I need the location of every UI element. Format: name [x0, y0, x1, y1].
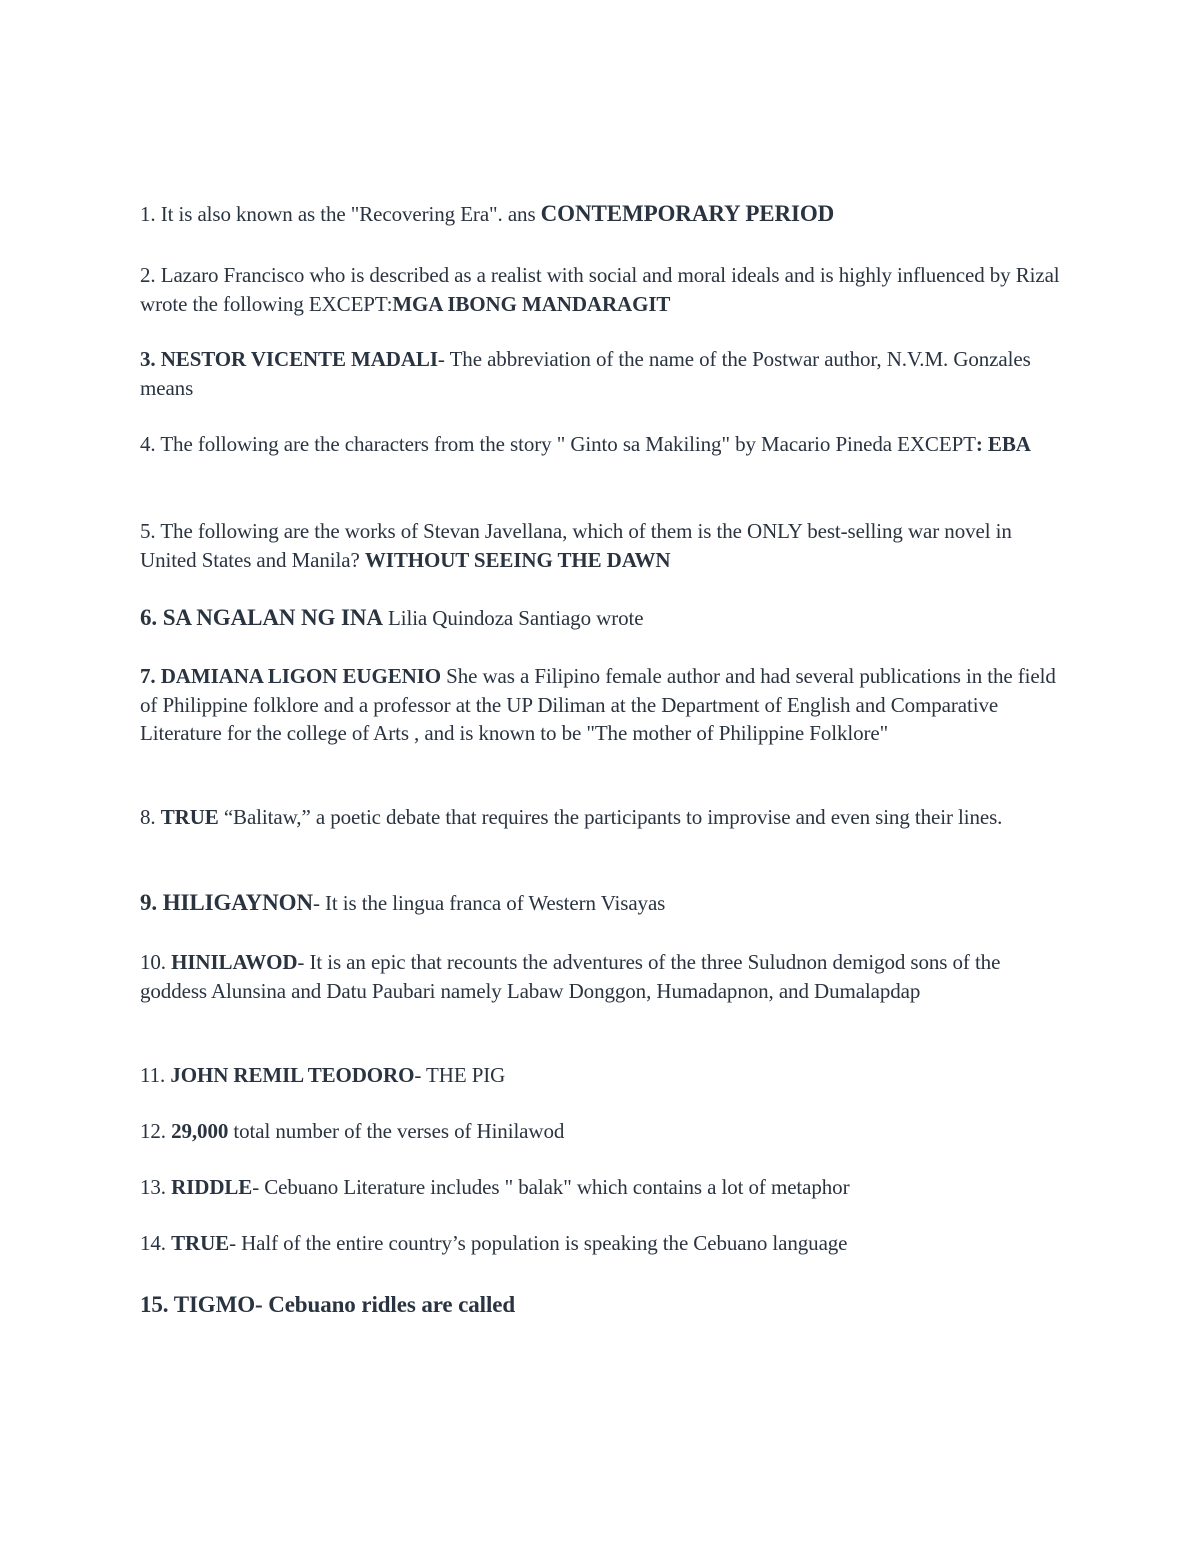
question-text-after: - It is the lingua franca of Western Visayas	[312, 891, 666, 915]
question-text: The following are the works of Stevan Javellana, which of them is the ONLY best-selling war novel in United States and Manila?	[140, 519, 1012, 572]
answer-text: NESTOR VICENTE MADALI	[160, 347, 438, 371]
answer-text: TRUE	[160, 805, 219, 829]
answer-text: 29,000	[171, 1119, 229, 1143]
question-number: 10.	[140, 950, 166, 974]
answer-text: JOHN REMIL TEODORO	[170, 1063, 415, 1087]
question-text-after: - Cebuano Literature includes " balak" which contains a lot of metaphor	[252, 1175, 850, 1199]
question-number: 11.	[140, 1063, 166, 1087]
question-text-after: - THE PIG	[414, 1063, 506, 1087]
question-8	[140, 803, 1070, 832]
question-14	[140, 1229, 1070, 1258]
question-number: 3.	[140, 347, 156, 371]
answer-text: CONTEMPORARY PERIOD	[540, 201, 835, 226]
answer-text: TRUE	[171, 1231, 230, 1255]
question-number: 12.	[140, 1119, 166, 1143]
question-number: 4.	[140, 432, 156, 456]
question-number: 15.	[140, 1292, 169, 1317]
question-text-after: total number of the verses of Hinilawod	[228, 1119, 565, 1143]
question-text: The following are the characters from the story " Ginto sa Makiling" by Macario Pineda EXCEPT	[155, 432, 976, 456]
question-13	[140, 1173, 1070, 1202]
question-text-after: “Balitaw,” a poetic debate that requires the participants to improvise and even sing their lines.	[218, 805, 1003, 829]
question-number: 14.	[140, 1231, 166, 1255]
answer-text: : EBA	[975, 432, 1031, 456]
question-number: 2.	[140, 263, 156, 287]
answer-text: MGA IBONG MANDARAGIT	[392, 291, 671, 316]
answer-text: DAMIANA LIGON EUGENIO	[160, 664, 441, 688]
question-text-after: - It is an epic that recounts the adventures of the three Suludnon demigod sons of the goddess Alunsina and Datu Paubari namely Labaw Donggon, Humadapnon, and Dumalapdap	[140, 950, 1001, 1003]
question-text: It is also known as the "Recovering Era". ans	[155, 202, 541, 226]
question-number: 1.	[140, 202, 156, 226]
question-text-after: Lilia Quindoza Santiago wrote	[382, 606, 644, 630]
question-4	[140, 430, 1070, 459]
question-12	[140, 1117, 1070, 1146]
question-number: 5.	[140, 519, 156, 543]
answer-text: SA NGALAN NG INA	[162, 605, 383, 630]
question-text: Lazaro Francisco who is described as a realist with social and moral ideals and is highly influenced by Rizal wrote the following EXCEPT:	[140, 263, 1060, 316]
question-9	[140, 889, 1070, 918]
question-text-after: - Half of the entire country’s population is speaking the Cebuano language	[229, 1231, 848, 1255]
question-1	[140, 200, 1070, 229]
question-5	[140, 517, 1070, 574]
question-15	[140, 1291, 1070, 1320]
question-text-after: - The abbreviation of the name of the Postwar author, N.V.M. Gonzales means	[140, 347, 1031, 400]
question-number: 6.	[140, 605, 158, 630]
question-number: 13.	[140, 1175, 166, 1199]
question-number: 8.	[140, 805, 156, 829]
question-6	[140, 604, 1070, 633]
question-number: 9.	[140, 890, 158, 915]
answer-text: RIDDLE	[171, 1175, 253, 1199]
question-10	[140, 948, 1070, 1005]
answer-text: HILIGAYNON	[162, 890, 313, 915]
question-7	[140, 662, 1070, 748]
question-2	[140, 261, 1070, 318]
question-3	[140, 345, 1070, 402]
question-number: 7.	[140, 664, 156, 688]
question-11	[140, 1061, 1070, 1090]
answer-text: WITHOUT SEEING THE DAWN	[364, 547, 671, 572]
answer-text: TIGMO	[173, 1292, 255, 1317]
answer-text: HINILAWOD	[171, 950, 298, 974]
question-text-after: She was a Filipino female author and had several publications in the field of Philippine folklore and a professor at the UP Diliman at the Department of English and Comparative Literature for the college of Arts , and is known to be "The mother of Philippine Folklore"	[140, 664, 1056, 745]
question-text-after: - Cebuano ridles are called	[254, 1292, 516, 1317]
